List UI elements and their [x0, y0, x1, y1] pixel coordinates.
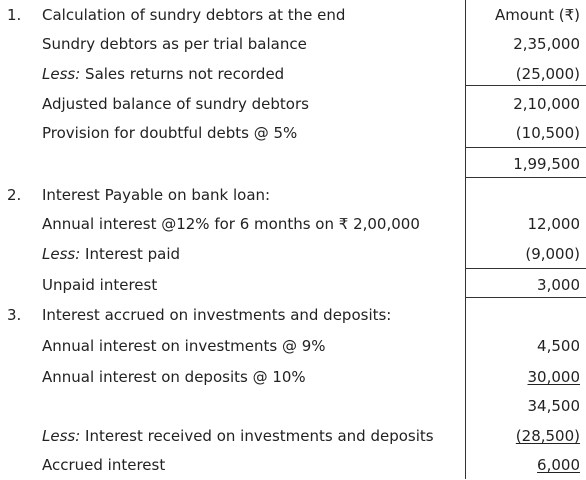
row-amount: 30,000 — [527, 368, 580, 386]
row-amount: (9,000) — [525, 245, 580, 263]
note-number: 3. — [7, 306, 22, 324]
row-label: Annual interest on deposits @ 10% — [42, 368, 306, 386]
header-row — [0, 0, 586, 30]
less-prefix: Less: — [42, 245, 81, 263]
table-row — [0, 180, 586, 210]
row-label: Calculation of sundry debtors at the end — [42, 6, 346, 24]
row-amount: (10,500) — [515, 124, 580, 142]
less-prefix: Less: — [42, 427, 81, 445]
table-row — [0, 362, 586, 392]
note-number: 2. — [7, 186, 22, 204]
subtotal-rule — [466, 85, 586, 86]
total-rule — [466, 177, 586, 178]
row-amount: 1,99,500 — [513, 155, 580, 173]
table-row — [0, 450, 586, 480]
row-label: Sundry debtors as per trial balance — [42, 35, 307, 53]
row-label: Less: Interest paid — [42, 245, 181, 263]
table-row — [0, 118, 586, 148]
table-row — [0, 421, 586, 451]
row-label: Annual interest @12% for 6 months on ₹ 2,00,000 — [42, 215, 420, 233]
row-amount: 12,000 — [527, 215, 580, 233]
row-amount: (28,500) — [515, 427, 580, 445]
amount-column-header: Amount (₹) — [495, 6, 580, 24]
table-row — [0, 300, 586, 330]
row-label: Interest accrued on investments and deposits: — [42, 306, 392, 324]
total-rule — [466, 297, 586, 298]
table-row — [0, 29, 586, 59]
less-prefix: Less: — [42, 65, 81, 83]
row-label: Interest Payable on bank loan: — [42, 186, 271, 204]
row-amount: 2,10,000 — [513, 95, 580, 113]
row-label: Unpaid interest — [42, 276, 158, 294]
table-row — [0, 270, 586, 300]
table-row — [0, 149, 586, 179]
table-row — [0, 89, 586, 119]
note-number: 1. — [7, 6, 22, 24]
row-amount: 4,500 — [537, 337, 580, 355]
row-amount: 34,500 — [527, 397, 580, 415]
row-amount: 6,000 — [537, 456, 580, 474]
row-label: Adjusted balance of sundry debtors — [42, 95, 309, 113]
row-label: Accrued interest — [42, 456, 166, 474]
row-label: Annual interest on investments @ 9% — [42, 337, 326, 355]
table-row — [0, 209, 586, 239]
row-label: Less: Interest received on investments and deposits — [42, 427, 434, 445]
subtotal-rule — [466, 147, 586, 148]
table-row — [0, 331, 586, 361]
row-amount: (25,000) — [515, 65, 580, 83]
table-row — [0, 239, 586, 269]
row-label: Less: Sales returns not recorded — [42, 65, 285, 83]
row-label: Provision for doubtful debts @ 5% — [42, 124, 298, 142]
table-row — [0, 391, 586, 421]
row-amount: 3,000 — [537, 276, 580, 294]
subtotal-rule — [466, 268, 586, 269]
row-amount: 2,35,000 — [513, 35, 580, 53]
